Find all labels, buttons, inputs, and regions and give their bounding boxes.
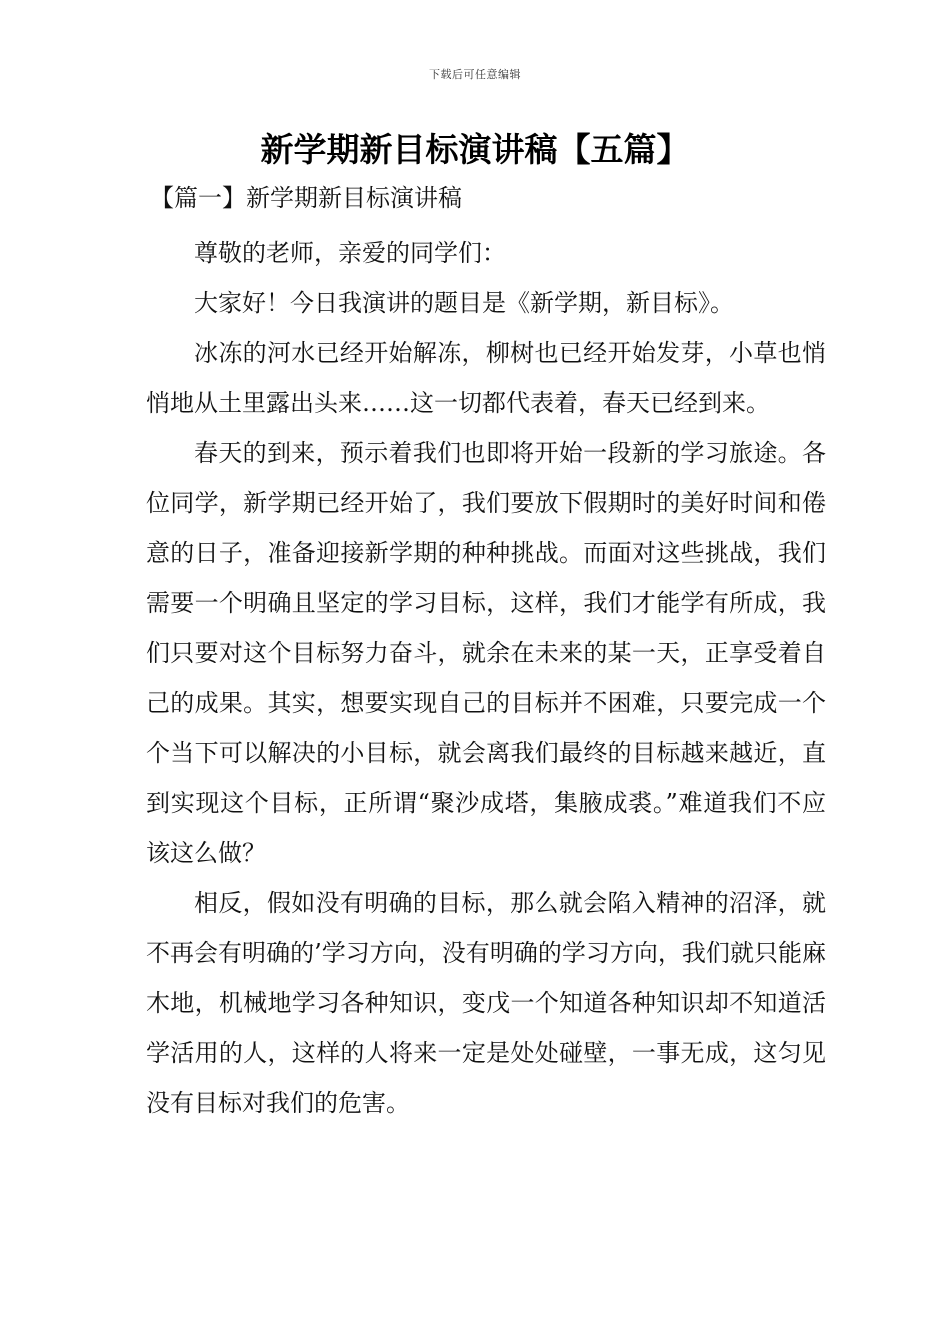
paragraph-no-goal: 相反，假如没有明确的目标，那么就会陷入精神的沼泽，就不再会有明确的’学习方向，没有明确的学习方向，我们就只能麻木地，机械地学习各种知识，变戊一个知道各种知识却不知道活学活用的人，这样的人将来一定是处处碰壁，一事无成，这匀见没有目标对我们的危害。	[146, 889, 826, 1117]
document-title: 新学期新目标演讲稿【五篇】	[260, 130, 690, 169]
paragraph-new-term: 春天的到来，预示着我们也即将开始一段新的学习旅途。各位同学，新学期已经开始了，我们要放下假期时的美好时间和倦意的日子，准备迎接新学期的种种挑战。而面对这些挑战，我们需要一个明确且坚定的学习目标，这样，我们才能学有所成，我们只要对这个目标努力奋斗，就余在未来的某一天，正享受着自己的成果。其实，想要实现自己的目标并不困难，只要完成一个个当下可以解决的小目标，就会离我们最终的目标越来越近，直到实现这个目标，正所谓“聚沙成塔，集腋成裘。”难道我们不应该这么做？	[146, 439, 826, 867]
paragraph-spring: 冰冻的河水已经开始解冻，柳树也已经开始发芽，小草也悄悄地从土里露出头来……这一切都代表着，春天已经到来。	[146, 339, 826, 417]
body-text	[146, 228, 826, 1128]
section-heading: 【篇一】新学期新目标演讲稿	[150, 184, 462, 212]
header-note: 下载后可任意编辑	[429, 68, 521, 81]
paragraph-salutation: 尊敬的老师，亲爱的同学们：	[194, 239, 506, 267]
paragraph-greeting: 大家好！今日我演讲的题目是《新学期，新目标》。	[194, 289, 734, 317]
